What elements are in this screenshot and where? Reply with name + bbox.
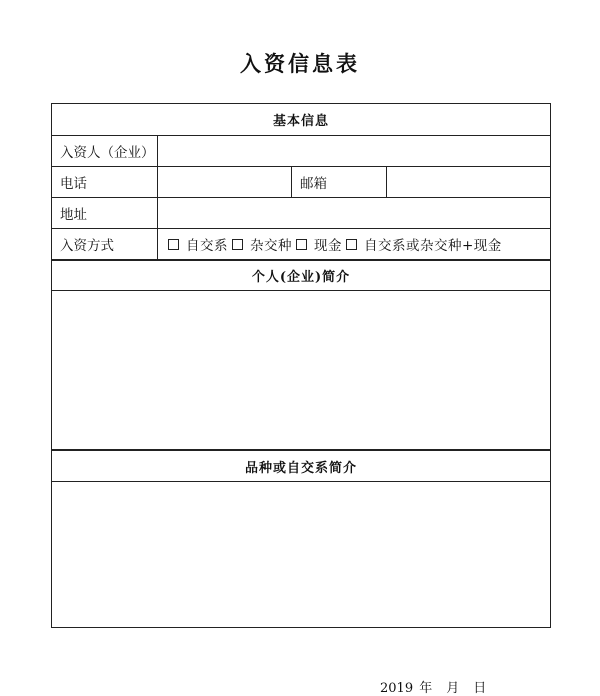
- date-year: 2019 年: [380, 681, 433, 696]
- checkbox-icon[interactable]: [296, 239, 307, 250]
- section-variety-intro: 品种或自交系简介: [52, 450, 551, 482]
- basic-info-header-row: [52, 104, 551, 136]
- email-label: 邮箱: [292, 167, 387, 198]
- section-personal-intro: 个人(企业)简介: [52, 260, 551, 291]
- form-title: 入资信息表: [240, 51, 360, 76]
- date-month: 月: [446, 681, 460, 696]
- method-options: [158, 229, 551, 261]
- variety-textarea[interactable]: [52, 482, 551, 628]
- checkbox-icon[interactable]: [346, 239, 357, 250]
- investor-field[interactable]: [158, 136, 551, 167]
- address-row: [52, 198, 551, 229]
- investment-info-table: [51, 103, 551, 628]
- option-label: 自交系或杂交种+现金: [364, 238, 502, 254]
- intro-box-row: [52, 291, 551, 451]
- section-basic-info: 基本信息: [52, 104, 551, 136]
- date-line: [380, 677, 500, 696]
- phone-field[interactable]: [158, 167, 292, 198]
- checkbox-icon[interactable]: [232, 239, 243, 250]
- method-label: 入资方式: [52, 229, 158, 261]
- option-label: 杂交种: [250, 238, 292, 254]
- phone-label: 电话: [52, 167, 158, 198]
- date-day: 日: [473, 681, 487, 696]
- intro-header-row: [52, 260, 551, 291]
- checkbox-icon[interactable]: [168, 239, 179, 250]
- investor-row: [52, 136, 551, 167]
- variety-header-row: [52, 450, 551, 482]
- option-label: 现金: [314, 238, 342, 254]
- investor-label: 入资人（企业）: [52, 136, 158, 167]
- address-field[interactable]: [158, 198, 551, 229]
- intro-textarea[interactable]: [52, 291, 551, 451]
- option-cash[interactable]: [296, 234, 342, 254]
- method-row: [52, 229, 551, 261]
- option-combo[interactable]: [346, 234, 502, 254]
- variety-box-row: [52, 482, 551, 628]
- option-hybrid[interactable]: [232, 234, 292, 254]
- option-inbred-line[interactable]: [168, 234, 228, 254]
- email-field[interactable]: [387, 167, 551, 198]
- option-label: 自交系: [186, 238, 228, 254]
- contact-row: [52, 167, 551, 198]
- address-label: 地址: [52, 198, 158, 229]
